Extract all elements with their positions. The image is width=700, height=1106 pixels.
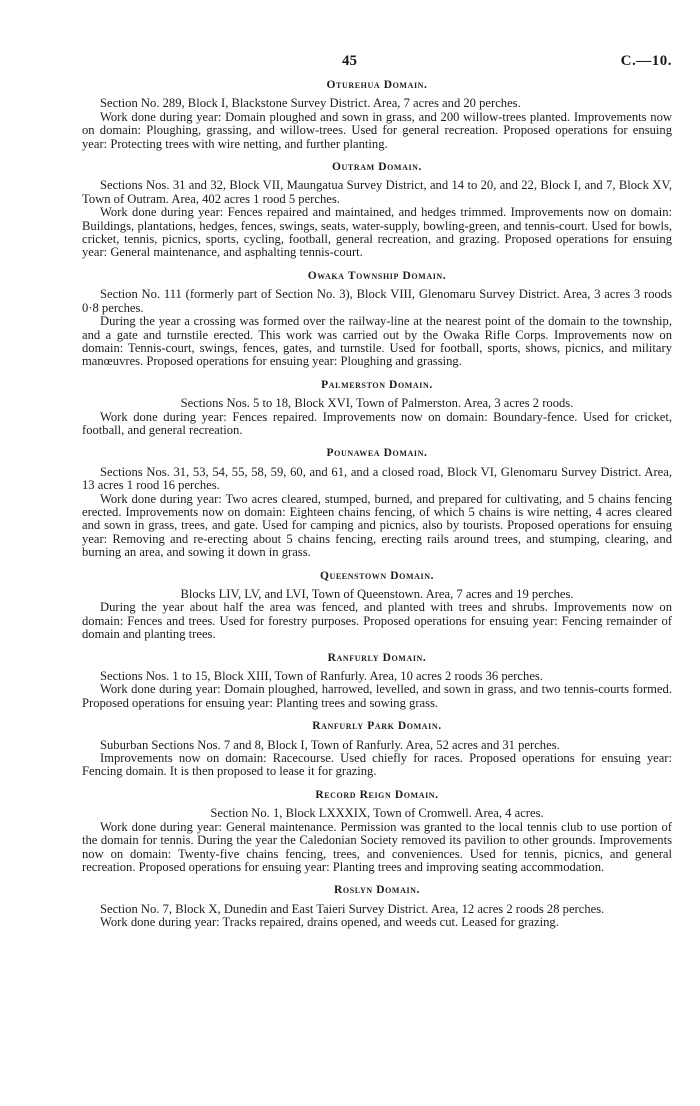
domain-section	[82, 379, 672, 438]
domain-report: Work done during year: General maintenance. Permission was granted to the local tennis club to use portion of the domain for tennis. During the year the Caledonian Society removed its pavilion to other grounds. Improvements now on domain: Twenty-five chains fencing, trees, and conveniences. Used for tennis, picnics, and general recreation. Proposed operations for ensuing year: Planting trees and improving seating accommodation.	[82, 819, 672, 874]
domain-section	[82, 161, 672, 260]
domain-description: Blocks LIV, LV, and LVI, Town of Queenstown. Area, 7 acres and 19 perches.	[180, 587, 574, 601]
domain-description: Section No. 111 (formerly part of Section No. 3), Block VIII, Glenomaru Survey District. Area, 3 acres 3 roods 0·8 perches.	[82, 287, 672, 315]
domain-description: Section No. 7, Block X, Dunedin and East Taieri Survey District. Area, 12 acres 2 roods 28 perches.	[100, 901, 605, 916]
domain-report: Work done during year: Domain ploughed, harrowed, levelled, and sown in grass, and two tennis-courts formed. Proposed operations for ensuing year: Planting trees and sowing grass.	[82, 682, 672, 710]
domain-report: Improvements now on domain: Racecourse. Used chiefly for races. Proposed operations for ensuing year: Fencing domain. It is then proposed to lease it for grazing.	[82, 751, 672, 779]
domain-title: Record Reign Domain.	[315, 788, 439, 801]
domain-section	[82, 570, 672, 642]
document-reference: C.—10.	[620, 53, 672, 69]
domain-section	[82, 789, 672, 874]
domain-section	[82, 884, 672, 929]
domain-title: Roslyn Domain.	[333, 884, 421, 897]
domain-report: During the year a crossing was formed over the railway-line at the nearest point of the domain to the township, and a gate and turnstile erected. This work was carried out by the Owaka Rifle Corps. Improvements now on domain: Tennis-court, swings, fences, gates, and turnstile. Used for football, sports, shows, picnics, and military manœuvres. Proposed operations for ensuing year: Ploughing and grassing.	[82, 314, 672, 369]
domain-description: Sections Nos. 31, 53, 54, 55, 58, 59, 60, and 61, and a closed road, Block VI, Glenomaru Survey District. Area, 13 acres 1 rood 16 perches.	[82, 464, 672, 493]
domain-description: Section No. 289, Block I, Blackstone Survey District. Area, 7 acres and 20 perches.	[100, 96, 521, 111]
domain-report: Work done during year: Two acres cleared, stumped, burned, and prepared for cultivating, and 5 chains fencing erected. Improvements now on domain: Eighteen chains fencing, of which 5 chains is wire netting, 4 acres cleared and sown in grass, trees, and gate. Used for camping and picnics, also by tourists. Proposed operations for ensuing year: Removing and re-erecting about 5 chains fencing, erecting rails around trees, and stumping, clearing, and burning an area, and sowing it down in grass.	[82, 491, 672, 560]
domain-report: During the year about half the area was fenced, and planted with trees and shrubs. Improvements now on domain: Fences and trees. Used for forestry purposes. Proposed operations for ensuing year: Fencing remainder of domain and planting trees.	[82, 600, 672, 642]
domain-title: Oturehua Domain.	[326, 79, 428, 91]
domain-report: Work done during year: Domain ploughed and sown in grass, and 200 willow-trees planted. Improvements now on domain: Ploughing, grassing, and willow-trees. Used for general recreation. Proposed operations for ensuing year: Protecting trees with wire netting, and further planting.	[82, 109, 672, 151]
domain-report: Work done during year: Tracks repaired, drains opened, and weeds cut. Leased for grazing.	[100, 915, 559, 930]
domain-report: Work done during year: Fences repaired. Improvements now on domain: Boundary-fence. Used for cricket, football, and general recreation.	[82, 409, 672, 437]
domain-title: Palmerston Domain.	[321, 378, 433, 391]
domain-section	[82, 447, 672, 559]
domain-section	[82, 270, 672, 369]
domain-title: Ranfurly Park Domain.	[312, 720, 442, 733]
domain-section	[82, 652, 672, 711]
domain-description: Sections Nos. 1 to 15, Block XIII, Town of Ranfurly. Area, 10 acres 2 roods 36 perches.	[100, 669, 543, 684]
domain-title: Outram Domain.	[331, 161, 423, 174]
domain-description: Suburban Sections Nos. 7 and 8, Block I, Town of Ranfurly. Area, 52 acres and 31 perches.	[100, 737, 560, 752]
domain-section	[82, 79, 672, 151]
domain-report: Work done during year: Fences repaired and maintained, and hedges trimmed. Improvements now on domain: Buildings, plantations, hedges, fences, swings, seats, water-supply, bowling-green, and tennis-court. Used for bowls, cricket, tennis, picnics, sports, cycling, football, general recreation, and grazing. Proposed operations for ensuing year: General maintenance, and asphalting tennis-court.	[82, 205, 672, 260]
domain-list	[82, 79, 672, 940]
domain-section	[82, 720, 672, 779]
domain-description: Section No. 1, Block LXXXIX, Town of Cromwell. Area, 4 acres.	[210, 806, 544, 821]
domain-title: Pounawea Domain.	[326, 447, 428, 460]
domain-title: Owaka Township Domain.	[307, 269, 447, 282]
domain-description: Sections Nos. 5 to 18, Block XVI, Town of Palmerston. Area, 3 acres 2 roods.	[180, 396, 574, 411]
domain-title: Queenstown Domain.	[319, 569, 435, 582]
domain-title: Ranfurly Domain.	[327, 651, 427, 664]
page-number: 45	[342, 53, 357, 69]
domain-description: Sections Nos. 31 and 32, Block VII, Maungatua Survey District, and 14 to 20, and 22, Block I, and 7, Block XV, Town of Outram. Area, 402 acres 1 rood 5 perches.	[82, 178, 672, 206]
